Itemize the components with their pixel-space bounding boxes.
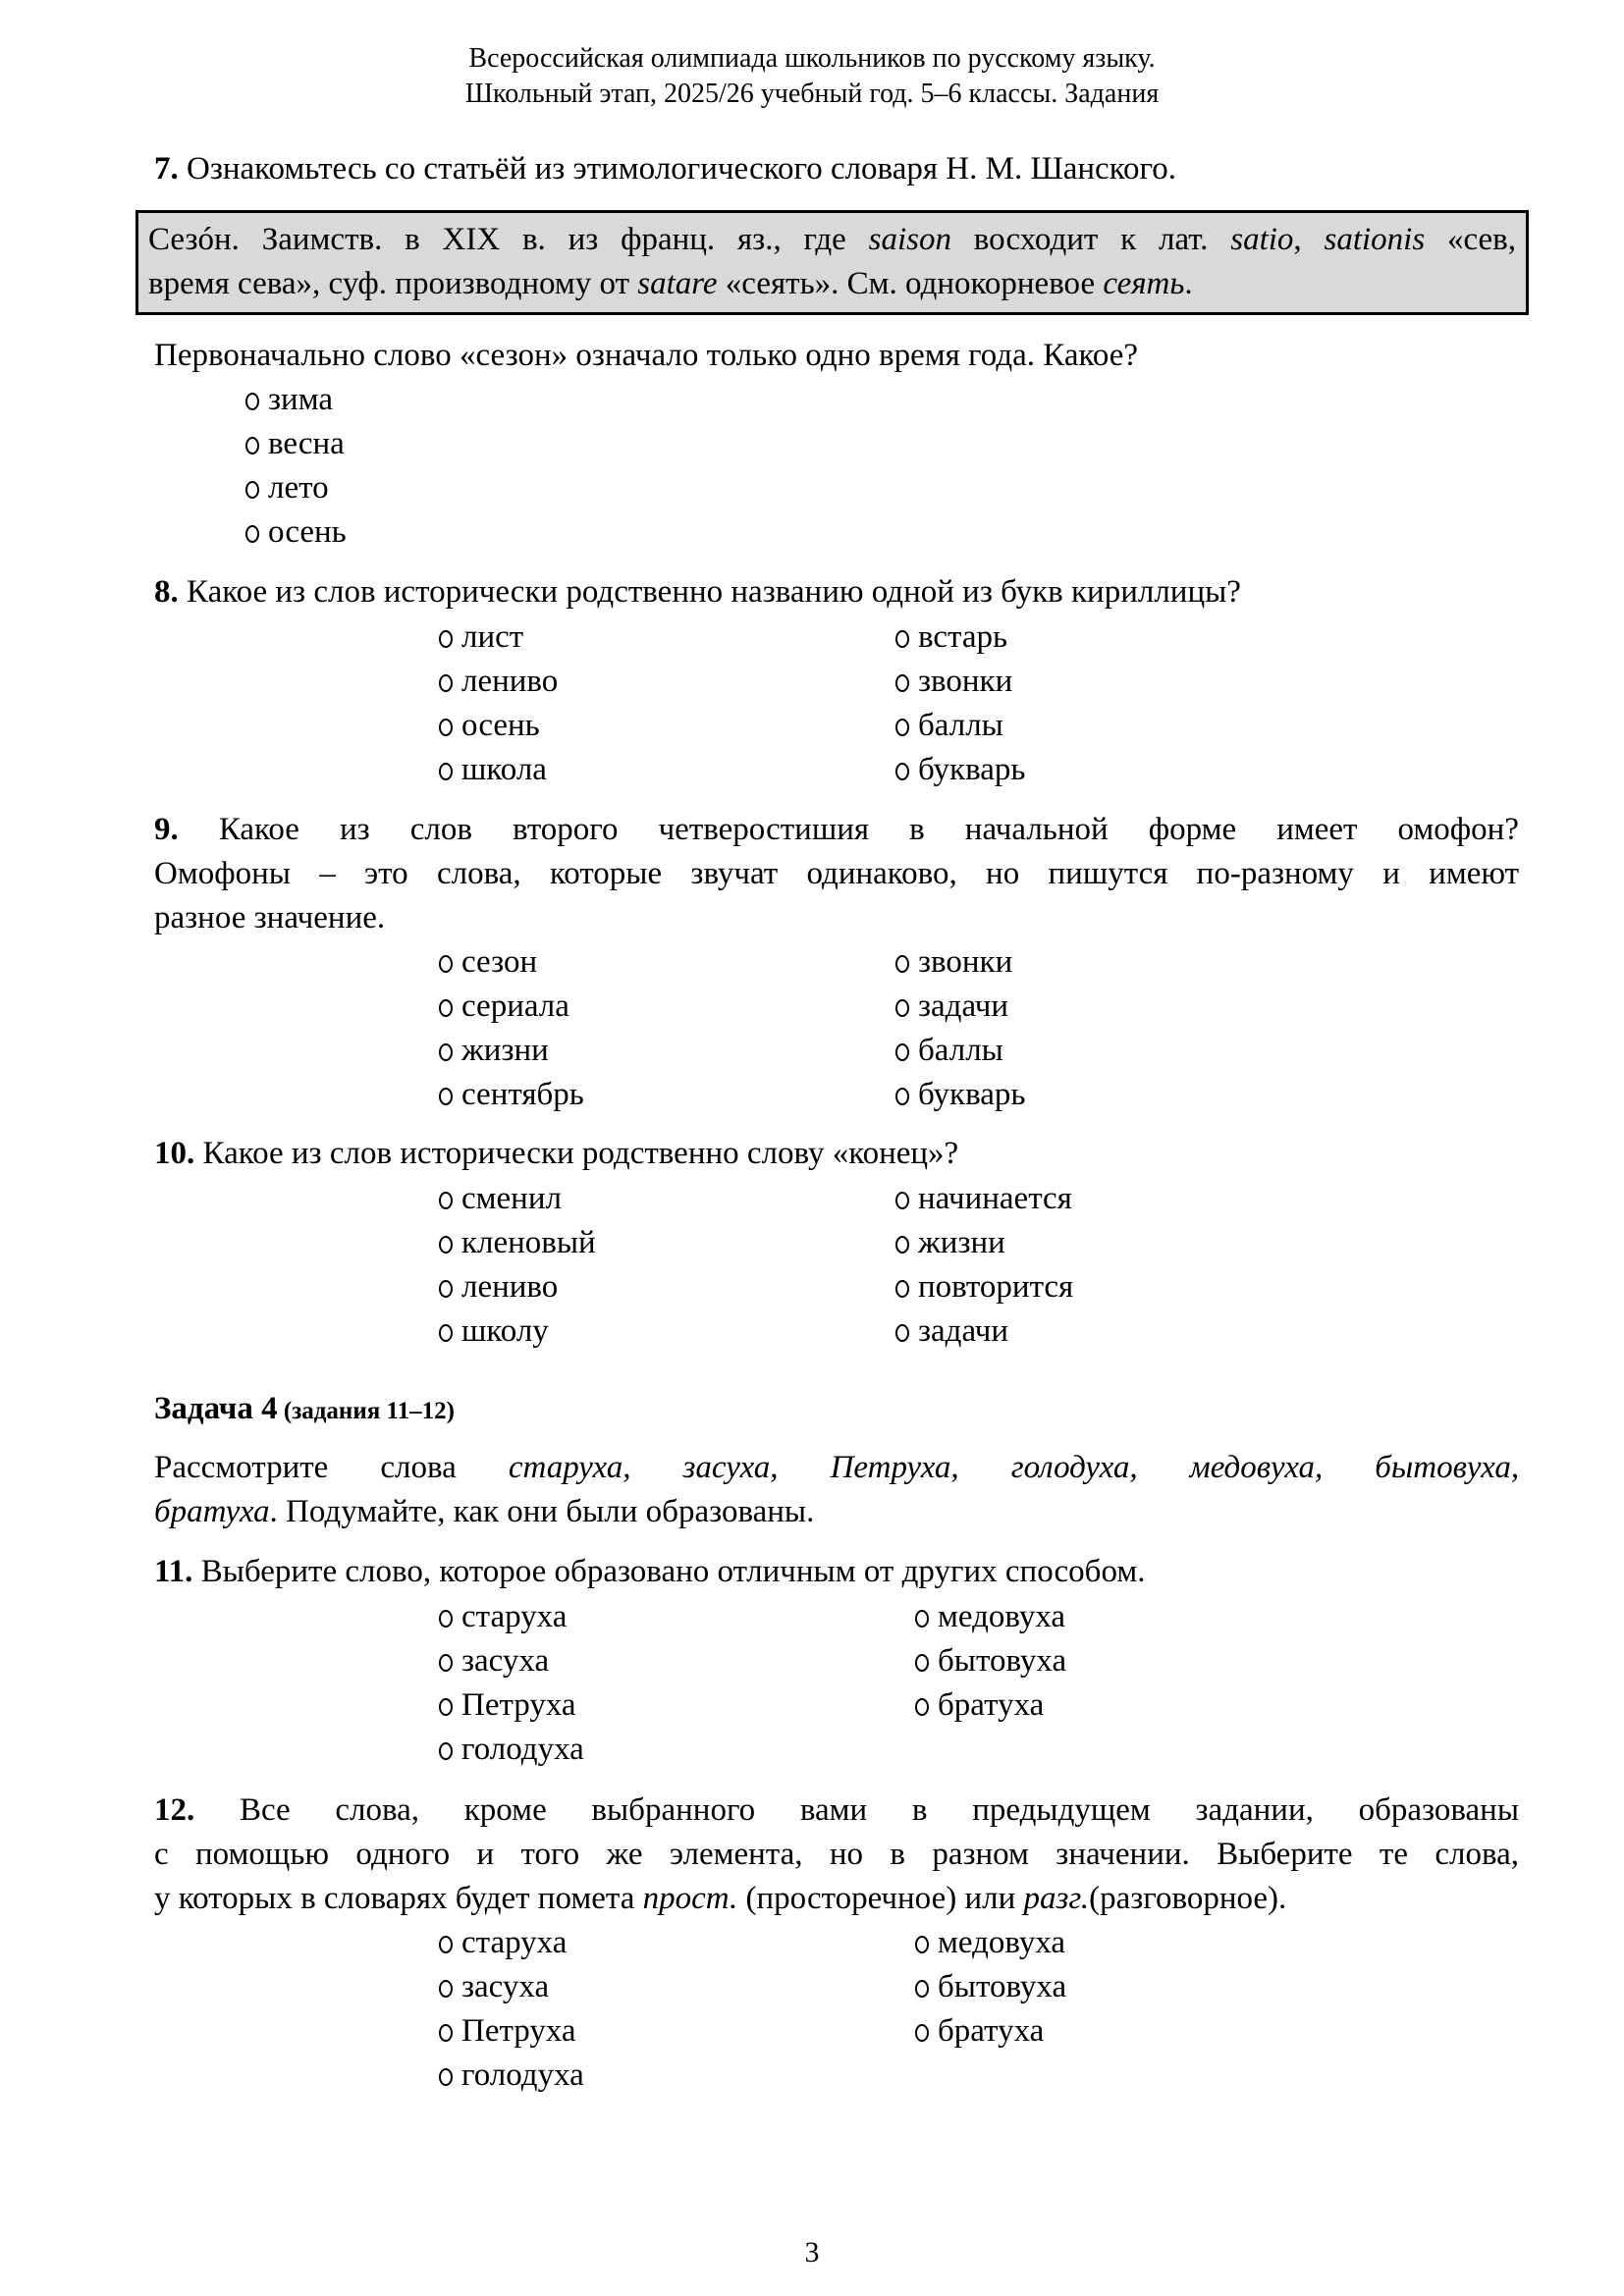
question-8-prompt xyxy=(154,570,1519,614)
option-label: засуха xyxy=(461,1969,550,2004)
option-label: медовуха xyxy=(938,1925,1066,1960)
option-label: встарь xyxy=(918,619,1008,655)
question-10-option[interactable] xyxy=(439,1221,596,1265)
question-7-option[interactable] xyxy=(245,378,333,422)
option-label: кленовый xyxy=(461,1225,596,1260)
question-8-text: Какое из слов исторически родственно названию одной из букв кириллицы? xyxy=(178,574,1241,610)
radio-circle-icon[interactable] xyxy=(895,1324,909,1342)
question-9-text: Какое из слов второго четверостишия в начальной форме имеет омофон? xyxy=(178,812,1519,847)
entry-text: Сезóн. Заимств. в XIX в. из франц. яз., где xyxy=(148,222,869,257)
radio-circle-icon[interactable] xyxy=(895,763,909,780)
radio-circle-icon[interactable] xyxy=(439,1936,453,1953)
radio-circle-icon[interactable] xyxy=(439,1043,453,1061)
question-10-option[interactable] xyxy=(895,1309,1008,1354)
option-label: братуха xyxy=(938,2013,1045,2049)
radio-circle-icon[interactable] xyxy=(915,1654,929,1672)
question-8-option[interactable] xyxy=(439,704,540,748)
option-label: букварь xyxy=(918,1077,1026,1112)
question-8-number: 8. xyxy=(154,574,179,610)
task-4-intro-line-1 xyxy=(154,1446,1519,1490)
radio-circle-icon[interactable] xyxy=(895,999,909,1017)
task-4-heading xyxy=(154,1387,1519,1433)
option-label: задачи xyxy=(918,988,1009,1024)
option-label: старуха xyxy=(461,1599,568,1634)
entry-term: сеять xyxy=(1103,266,1185,301)
question-10-option[interactable] xyxy=(895,1177,1072,1221)
entry-text: , xyxy=(1293,222,1325,257)
radio-circle-icon[interactable] xyxy=(439,1698,453,1716)
question-12-text: (просторечное) или xyxy=(737,1881,1024,1916)
question-12-option[interactable] xyxy=(439,1965,549,2009)
radio-circle-icon[interactable] xyxy=(915,1698,929,1716)
radio-circle-icon[interactable] xyxy=(439,1324,453,1342)
task-4-word: бытовуха, xyxy=(1375,1450,1520,1485)
question-12-line-1 xyxy=(154,1789,1519,1833)
question-9-line-3: разное значение. xyxy=(154,900,386,935)
task-4-intro-lead: Рассмотрите слова xyxy=(154,1450,457,1485)
option-label: повторится xyxy=(918,1269,1074,1305)
entry-term: saison xyxy=(868,222,951,257)
question-8-option[interactable] xyxy=(439,748,547,792)
question-7-option[interactable] xyxy=(245,510,347,555)
question-11-option[interactable] xyxy=(439,1728,584,1772)
question-8-option[interactable] xyxy=(895,615,1007,660)
task-4-word: голодуха, xyxy=(1010,1450,1138,1485)
question-10-option[interactable] xyxy=(895,1221,1005,1265)
question-9-option[interactable] xyxy=(895,985,1008,1029)
entry-term: satio xyxy=(1230,222,1294,257)
radio-circle-icon[interactable] xyxy=(439,674,453,692)
radio-circle-icon[interactable] xyxy=(895,630,909,648)
option-label: Петруха xyxy=(461,1687,576,1723)
entry-text: время сева», суф. производному от xyxy=(148,266,638,301)
question-11-option[interactable] xyxy=(439,1683,576,1728)
question-12-prompt xyxy=(154,1789,1519,1921)
question-12-option[interactable] xyxy=(915,1965,1066,2009)
radio-circle-icon[interactable] xyxy=(895,1088,909,1105)
option-label: звонки xyxy=(918,944,1013,980)
option-label: жизни xyxy=(461,1033,549,1068)
radio-circle-icon[interactable] xyxy=(439,1192,453,1209)
task-4-word: медовуха, xyxy=(1189,1450,1324,1485)
option-label: сезон xyxy=(461,944,538,980)
option-label: бытовуха xyxy=(938,1643,1067,1679)
radio-circle-icon[interactable] xyxy=(439,999,453,1017)
question-7-subquestion: Первоначально слово «сезон» означало только одно время года. Какое? xyxy=(154,338,1139,373)
dictionary-entry-line-2 xyxy=(148,262,1516,306)
question-11-option[interactable] xyxy=(439,1639,549,1683)
task-4-subtitle: (задания 11–12) xyxy=(277,1398,455,1424)
option-label: осень xyxy=(461,708,540,743)
option-label: Петруха xyxy=(461,2013,576,2049)
question-11-number: 11. xyxy=(154,1554,193,1589)
task-4-word: засуха, xyxy=(682,1450,779,1485)
task-4-intro-rest: . Подумайте, как они были образованы. xyxy=(269,1494,815,1529)
radio-circle-icon[interactable] xyxy=(439,719,453,736)
question-11-option[interactable] xyxy=(915,1595,1065,1639)
question-11-option[interactable] xyxy=(915,1683,1044,1728)
option-label: звонки xyxy=(918,664,1013,699)
option-label: жизни xyxy=(918,1225,1005,1260)
question-9-number: 9. xyxy=(154,812,179,847)
question-9-option[interactable] xyxy=(439,1073,584,1117)
option-label: лето xyxy=(268,470,329,506)
entry-term: sationis xyxy=(1324,222,1426,257)
question-7-option[interactable] xyxy=(245,422,345,466)
option-label: медовуха xyxy=(938,1599,1066,1634)
question-9-line-1 xyxy=(154,808,1519,852)
option-label: осень xyxy=(268,514,347,550)
question-12-label-prost: прост. xyxy=(642,1881,738,1916)
dictionary-entry-box xyxy=(135,210,1529,315)
option-label: голодуха xyxy=(461,1732,584,1767)
option-label: баллы xyxy=(918,708,1003,743)
option-label: лист xyxy=(461,619,524,655)
question-12-text: Все слова, кроме выбранного вами в предыдущем задании, образованы xyxy=(194,1792,1519,1828)
dictionary-entry-line-1 xyxy=(148,218,1516,262)
question-10-text: Какое из слов исторически родственно слову «конец»? xyxy=(194,1136,959,1171)
option-label: лениво xyxy=(461,664,559,699)
option-label: бытовуха xyxy=(938,1969,1067,2004)
document-header-line-1: Всероссийская олимпиада школьников по русскому языку. xyxy=(468,43,1156,74)
task-4-intro-line-2 xyxy=(154,1490,1519,1534)
radio-circle-icon[interactable] xyxy=(439,1610,453,1628)
question-9-prompt xyxy=(154,808,1519,940)
radio-circle-icon[interactable] xyxy=(895,1043,909,1061)
entry-text: «сеять». См. однокорневое xyxy=(717,266,1104,301)
question-12-option[interactable] xyxy=(915,2009,1044,2054)
radio-circle-icon[interactable] xyxy=(245,437,259,454)
question-7-prompt xyxy=(154,147,1519,191)
question-10-option[interactable] xyxy=(439,1265,558,1309)
question-9-option[interactable] xyxy=(895,940,1012,985)
entry-text: . xyxy=(1184,266,1193,301)
question-12-option[interactable] xyxy=(439,2054,584,2098)
entry-text: «сев, xyxy=(1425,222,1517,257)
question-8-option[interactable] xyxy=(895,748,1025,792)
radio-circle-icon[interactable] xyxy=(439,1280,453,1298)
entry-text: восходит к лат. xyxy=(951,222,1231,257)
radio-circle-icon[interactable] xyxy=(439,1236,453,1254)
option-label: сериала xyxy=(461,988,569,1024)
question-10-number: 10. xyxy=(154,1136,195,1171)
question-7-option[interactable] xyxy=(245,466,329,510)
option-label: баллы xyxy=(918,1033,1003,1068)
entry-term: satare xyxy=(637,266,718,301)
question-8-option[interactable] xyxy=(895,660,1012,704)
question-7-text: Ознакомьтесь со статьёй из этимологического словаря Н. М. Шанского. xyxy=(178,151,1177,187)
radio-circle-icon[interactable] xyxy=(439,2068,453,2086)
question-12-text: (разговорное). xyxy=(1089,1881,1287,1916)
radio-circle-icon[interactable] xyxy=(439,630,453,648)
radio-circle-icon[interactable] xyxy=(245,393,259,410)
task-4-title: Задача 4 xyxy=(154,1391,278,1426)
question-9-option[interactable] xyxy=(895,1029,1003,1073)
question-12-option[interactable] xyxy=(439,2009,576,2054)
question-11-prompt xyxy=(154,1550,1519,1594)
question-9-option[interactable] xyxy=(439,985,569,1029)
question-8-option[interactable] xyxy=(439,615,523,660)
radio-circle-icon[interactable] xyxy=(895,955,909,973)
option-label: засуха xyxy=(461,1643,550,1679)
radio-circle-icon[interactable] xyxy=(895,674,909,692)
option-label: начинается xyxy=(918,1181,1072,1216)
question-11-text: Выберите слово, которое образовано отличным от других способом. xyxy=(192,1554,1146,1589)
option-label: сменил xyxy=(461,1181,562,1216)
radio-circle-icon[interactable] xyxy=(895,1192,909,1209)
question-10-option[interactable] xyxy=(439,1177,562,1221)
question-7-number: 7. xyxy=(154,151,179,187)
question-9-option[interactable] xyxy=(895,1073,1025,1117)
radio-circle-icon[interactable] xyxy=(439,1088,453,1105)
radio-circle-icon[interactable] xyxy=(439,763,453,780)
question-12-option[interactable] xyxy=(915,1921,1065,1965)
task-4-word: братуха xyxy=(154,1494,270,1529)
radio-circle-icon[interactable] xyxy=(245,481,259,499)
radio-circle-icon[interactable] xyxy=(915,1610,929,1628)
radio-circle-icon[interactable] xyxy=(439,1742,453,1760)
question-9-line-2: Омофоны – это слова, которые звучат одинаково, но пишутся по-разному и имеют xyxy=(154,856,1519,891)
radio-circle-icon[interactable] xyxy=(439,2024,453,2042)
question-8-option[interactable] xyxy=(439,660,558,704)
radio-circle-icon[interactable] xyxy=(895,1236,909,1254)
task-4-intro xyxy=(154,1446,1519,1534)
option-label: весна xyxy=(268,426,345,461)
question-12-line-2: с помощью одного и того же элемента, но в разном значении. Выберите те слова, xyxy=(154,1837,1519,1872)
question-12-line-3 xyxy=(154,1877,1519,1921)
option-label: школа xyxy=(461,752,547,787)
radio-circle-icon[interactable] xyxy=(439,1654,453,1672)
question-10-option[interactable] xyxy=(895,1265,1073,1309)
radio-circle-icon[interactable] xyxy=(439,955,453,973)
option-label: школу xyxy=(461,1313,549,1349)
question-10-option[interactable] xyxy=(439,1309,549,1354)
page-number: 3 xyxy=(804,2236,820,2269)
question-12-text: у которых в словарях будет помета xyxy=(154,1881,643,1916)
question-8-option[interactable] xyxy=(895,704,1003,748)
radio-circle-icon[interactable] xyxy=(895,719,909,736)
option-label: старуха xyxy=(461,1925,568,1960)
radio-circle-icon[interactable] xyxy=(915,1980,929,1998)
radio-circle-icon[interactable] xyxy=(895,1280,909,1298)
question-12-label-razg: разг. xyxy=(1023,1881,1090,1916)
option-label: букварь xyxy=(918,752,1026,787)
question-12-option[interactable] xyxy=(439,1921,567,1965)
radio-circle-icon[interactable] xyxy=(915,1936,929,1953)
document-header-line-2: Школьный этап, 2025/26 учебный год. 5–6 классы. Задания xyxy=(464,79,1160,109)
question-9-option[interactable] xyxy=(439,1029,549,1073)
option-label: лениво xyxy=(461,1269,559,1305)
question-11-option[interactable] xyxy=(915,1639,1066,1683)
radio-circle-icon[interactable] xyxy=(245,525,259,543)
radio-circle-icon[interactable] xyxy=(915,2024,929,2042)
question-9-option[interactable] xyxy=(439,940,537,985)
option-label: братуха xyxy=(938,1687,1045,1723)
radio-circle-icon[interactable] xyxy=(439,1980,453,1998)
option-label: сентябрь xyxy=(461,1077,584,1112)
task-4-word: старуха, xyxy=(508,1450,631,1485)
option-label: голодуха xyxy=(461,2057,584,2093)
option-label: зима xyxy=(268,382,333,417)
option-label: задачи xyxy=(918,1313,1009,1349)
question-10-prompt xyxy=(154,1132,1519,1176)
task-4-word: Петруха, xyxy=(830,1450,959,1485)
question-12-number: 12. xyxy=(154,1792,195,1828)
question-11-option[interactable] xyxy=(439,1595,567,1639)
